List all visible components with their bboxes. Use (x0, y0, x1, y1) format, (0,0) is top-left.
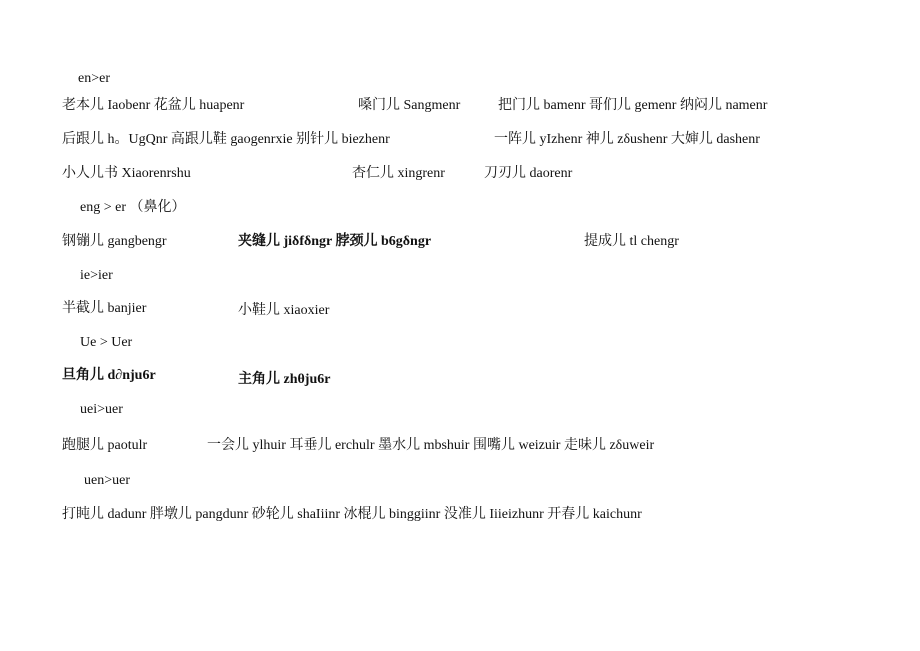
example-text: 旦角儿 d∂nju6r (62, 368, 156, 383)
example-text: 打盹儿 dadunr 胖墩儿 pangdunr 砂轮儿 shaIiinr 冰棍儿 binggiinr 没准儿 Iiieizhunr 开春儿 kaichunr (62, 507, 642, 522)
example-text: 一会儿 ylhuir 耳垂儿 erchulr 墨水儿 mbshuir 围嘴儿 weizuir 走味儿 zδuweir (207, 438, 655, 453)
example-text: 老本儿 Iaobenr 花盆儿 huapenr (62, 98, 245, 113)
example-text: 把门儿 bamenr 哥们儿 gemenr 纳闷儿 namenr (498, 98, 768, 113)
example-text: 钢镚儿 gangbengr (62, 234, 167, 249)
example-text: 杏仁儿 xingrenr (352, 166, 445, 181)
section-heading-uen-uer: uen>uer (84, 473, 130, 488)
example-text: 嗓门儿 Sangmenr (358, 98, 461, 113)
section-heading-eng-er: eng > er （鼻化） (80, 200, 186, 215)
example-text: 刀刃儿 daorenr (484, 166, 573, 181)
example-text: 小人儿书 Xiaorenrshu (62, 166, 191, 181)
section-heading-ie-ier: ie>ier (80, 268, 113, 283)
example-text: 跑腿儿 paotulr (62, 438, 148, 453)
section-heading-ue-uer: Ue > Uer (80, 335, 133, 350)
example-text: 后跟儿 h。UgQnr 高跟儿鞋 gaogenrxie 别针儿 biezhenr (62, 132, 390, 147)
example-text: 一阵儿 yIzhenr 神儿 zδushenr 大婶儿 dashenr (494, 132, 760, 147)
example-text: 提成儿 tl chengr (584, 234, 679, 249)
example-text: 半截儿 banjier (62, 301, 147, 316)
example-text: 小鞋儿 xiaoxier (238, 303, 330, 318)
example-text: 夹缝儿 jiδfδngr 脖颈儿 b6gδngr (238, 234, 432, 249)
section-heading-en-er: en>er (78, 71, 110, 86)
section-heading-uei-uer: uei>uer (80, 402, 123, 417)
example-text: 主角儿 zhθju6r (238, 372, 331, 387)
